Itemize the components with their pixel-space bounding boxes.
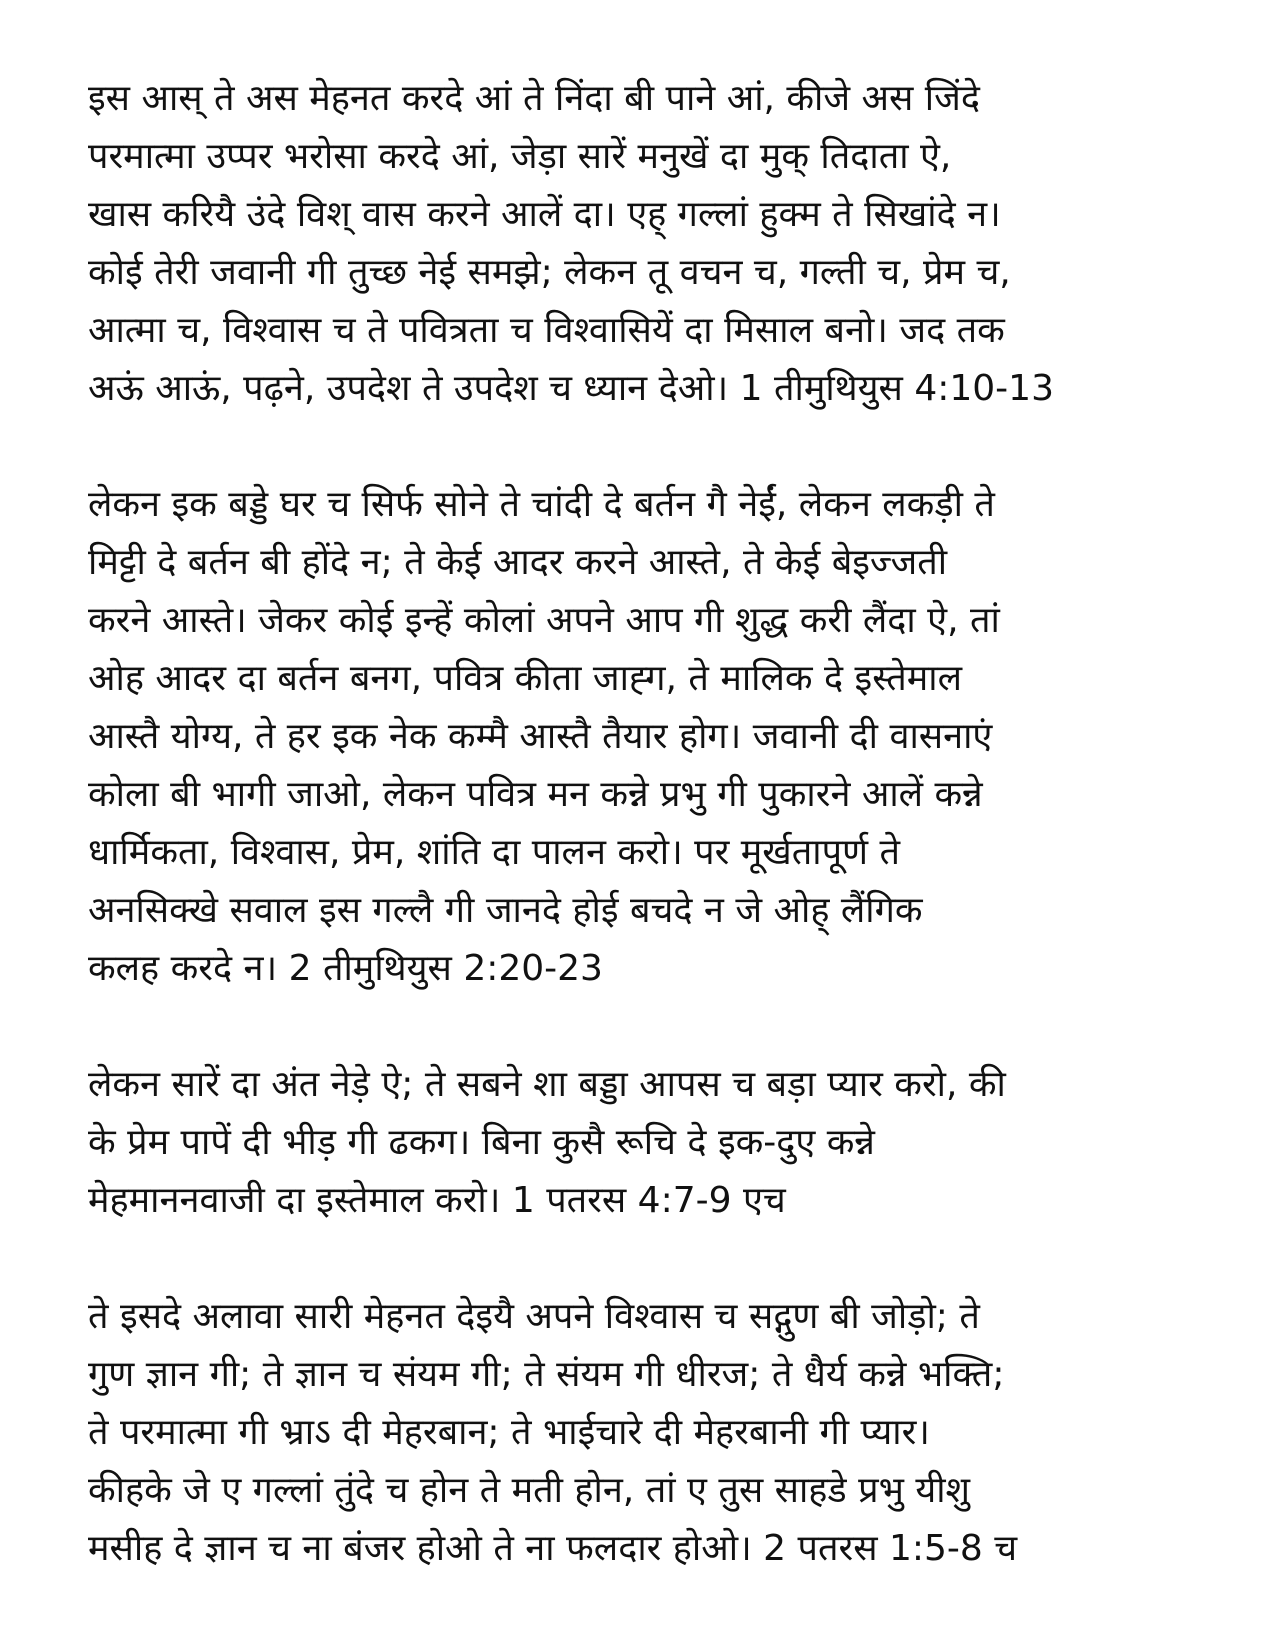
paragraph-3 [88,1056,1198,1230]
text-line: लेकन सारें दा अंत नेड़े ऐ; ते सबने शा बड्डा आपस च बड़ा प्यार करो, की [88,1064,1006,1105]
text-line: अऊं आऊं, पढ़ने, उपदेश ते उपदेश च ध्यान देओ। 1 तीमुथियुस 4:10-13 [88,368,1054,409]
text-line: के प्रेम पापें दी भीड़ गी ढकग। बिना कुसै रूचि दे इक-दुए कन्ने [88,1122,875,1163]
text-line: मेहमाननवाजी दा इस्तेमाल करो। 1 पतरस 4:7-9 एच [88,1180,786,1221]
text-line: ते इसदे अलावा सारी मेहनत देइयै अपने विश्वास च सद्गुण बी जोड़ो; ते [88,1296,980,1337]
text-line: कोला बी भागी जाओ, लेकन पवित्र मन कन्ने प्रभु गी पुकारने आलें कन्ने [88,774,983,815]
text-line: मिट्टी दे बर्तन बी होंदे न; ते केई आदर करने आस्ते, ते केई बेइज्जती [88,542,948,583]
text-line: ते परमात्मा गी भ्राऽ दी मेहरबान; ते भाईचारे दी मेहरबानी गी प्यार। [88,1412,930,1453]
text-line: इस आस् ते अस मेहनत करदे आं ते निंदा बी पाने आं, कीजे अस जिंदे [88,78,980,119]
text-line: करने आस्ते। जेकर कोई इन्हें कोलां अपने आप गी शुद्ध करी लैंदा ऐ, तां [88,600,1000,641]
text-line: मसीह दे ज्ञान च ना बंजर होओ ते ना फलदार होओ। 2 पतरस 1:5-8 च [88,1528,1018,1569]
text-line: खास करियै उंदे विश् वास करने आलें दा। एह् गल्लां हुक्म ते सिखांदे न। [88,194,1001,235]
text-line: अनसिक्खे सवाल इस गल्लै गी जानदे होई बचदे न जे ओह् लैंगिक [88,890,923,931]
text-line: ओह आदर दा बर्तन बनग, पवित्र कीता जाह्ग, ते मालिक दे इस्तेमाल [88,658,963,699]
text-line: आत्मा च, विश्वास च ते पवित्रता च विश्वासियें दा मिसाल बनो। जद तक [88,310,1005,351]
paragraph-1 [88,70,1198,418]
text-line: आस्तै योग्य, ते हर इक नेक कम्मै आस्तै तैयार होग। जवानी दी वासनाएं [88,716,993,757]
text-line: धार्मिकता, विश्वास, प्रेम, शांति दा पालन करो। पर मूर्खतापूर्ण ते [88,832,901,873]
document-page [88,70,1198,1636]
text-line: कोई तेरी जवानी गी तुच्छ नेई समझे; लेकन तू वचन च, गल्ती च, प्रेम च, [88,252,1011,293]
text-line: कीहके जे ए गल्लां तुंदे च होन ते मती होन, तां ए तुस साहडे प्रभु यीशु [88,1470,971,1511]
text-line: कलह करदे न। 2 तीमुथियुस 2:20-23 [88,948,603,989]
text-line: गुण ज्ञान गी; ते ज्ञान च संयम गी; ते संयम गी धीरज; ते धैर्य कन्ने भक्ति; [88,1354,1005,1395]
text-line: लेकन इक बड्डे घर च सिर्फ सोने ते चांदी दे बर्तन गै नेईं, लेकन लकड़ी ते [88,484,995,525]
paragraph-2 [88,476,1198,998]
paragraph-4 [88,1288,1198,1578]
text-line: परमात्मा उप्पर भरोसा करदे आं, जेड़ा सारें मनुखें दा मुक् तिदाता ऐ, [88,136,952,177]
